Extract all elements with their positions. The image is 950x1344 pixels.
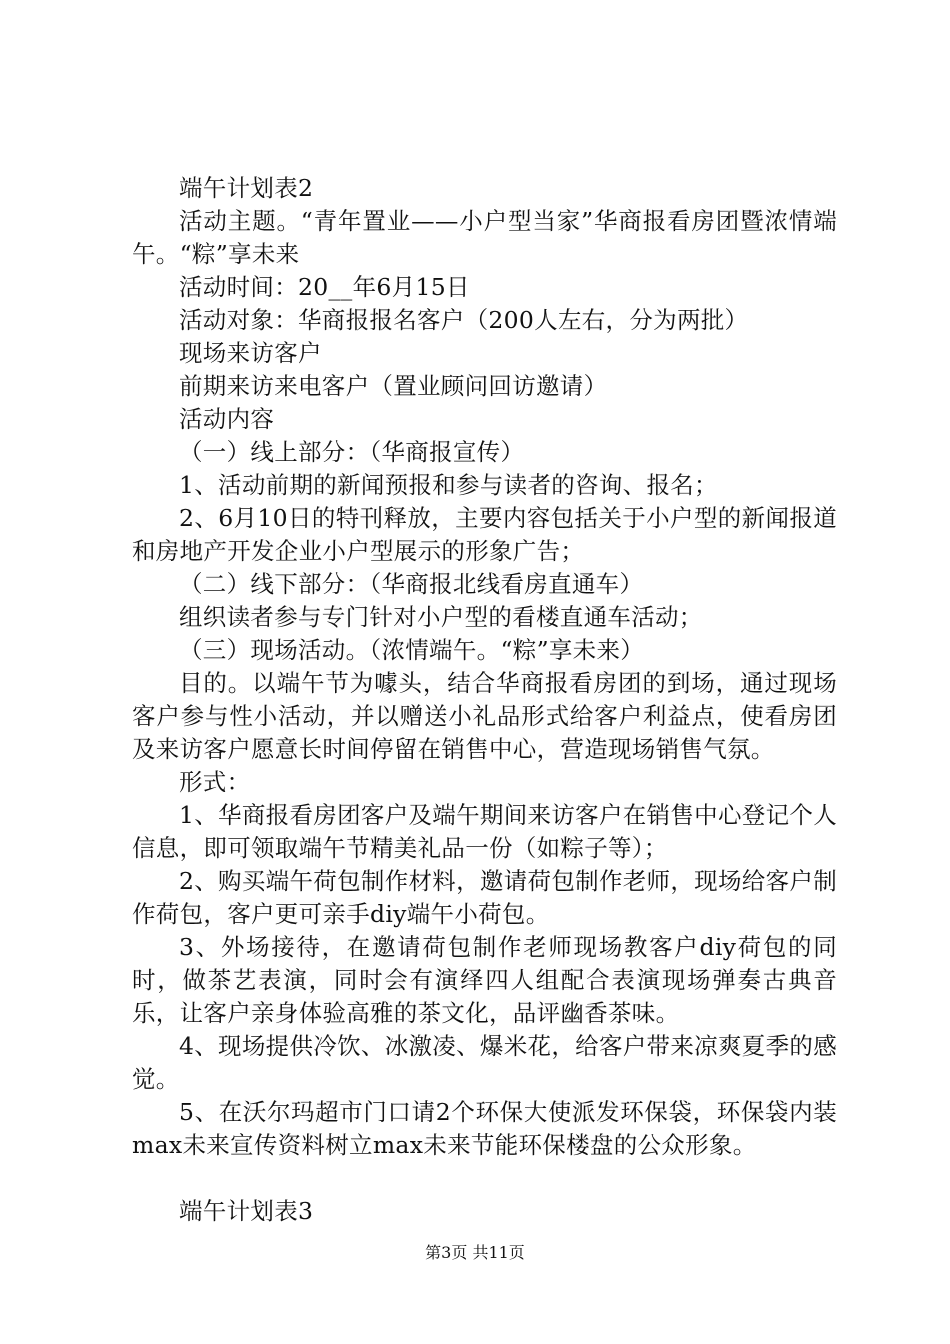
paragraph: 活动内容 <box>179 405 275 433</box>
paragraph: 1、活动前期的新闻预报和参与读者的咨询、报名； <box>179 471 718 499</box>
paragraph: 活动对象：华商报报名客户（200人左右，分为两批） <box>179 306 749 334</box>
section-heading: 端午计划表2 <box>179 174 314 202</box>
paragraph: 活动时间：20__年6月15日 <box>179 273 470 301</box>
document-body <box>132 172 837 1228</box>
paragraph: （一）线上部分：（华商报宣传） <box>179 438 525 466</box>
paragraph: 活动主题。“青年置业——小户型当家”华商报看房团暨浓情端午。“粽”享未来 <box>132 207 837 268</box>
paragraph: 形式： <box>179 768 251 796</box>
paragraph: 前期来访来电客户（置业顾问回访邀请） <box>179 372 608 400</box>
paragraph: （二）线下部分：（华商报北线看房直通车） <box>179 570 644 598</box>
paragraph: 组织读者参与专门针对小户型的看楼直通车活动； <box>179 603 703 631</box>
paragraph: 现场来访客户 <box>179 339 322 367</box>
section-heading: 端午计划表3 <box>179 1197 314 1225</box>
paragraph: 5、在沃尔玛超市门口请2个环保大使派发环保袋，环保袋内装max未来宣传资料树立max未来节能环保楼盘的公众形象。 <box>132 1098 837 1159</box>
paragraph: 2、6月10日的特刊释放，主要内容包括关于小户型的新闻报道和房地产开发企业小户型展示的形象广告； <box>132 504 837 565</box>
paragraph: 3、外场接待，在邀请荷包制作老师现场教客户diy荷包的同时，做茶艺表演，同时会有演绎四人组配合表演现场弹奏古典音乐，让客户亲身体验高雅的茶文化，品评幽香茶味。 <box>132 933 837 1027</box>
paragraph: （三）现场活动。（浓情端午。“粽”享未来） <box>179 636 645 664</box>
page-number: 第3页 共11页 <box>425 1243 525 1262</box>
paragraph: 4、现场提供冷饮、冰激凌、爆米花，给客户带来凉爽夏季的感觉。 <box>132 1032 837 1093</box>
paragraph: 目的。以端午节为噱头，结合华商报看房团的到场，通过现场客户参与性小活动，并以赠送小礼品形式给客户利益点，使看房团及来访客户愿意长时间停留在销售中心，营造现场销售气氛。 <box>132 669 837 763</box>
paragraph: 2、购买端午荷包制作材料，邀请荷包制作老师，现场给客户制作荷包，客户更可亲手diy端午小荷包。 <box>132 867 837 928</box>
paragraph: 1、华商报看房团客户及端午期间来访客户在销售中心登记个人信息，即可领取端午节精美礼品一份（如粽子等）； <box>132 801 837 862</box>
